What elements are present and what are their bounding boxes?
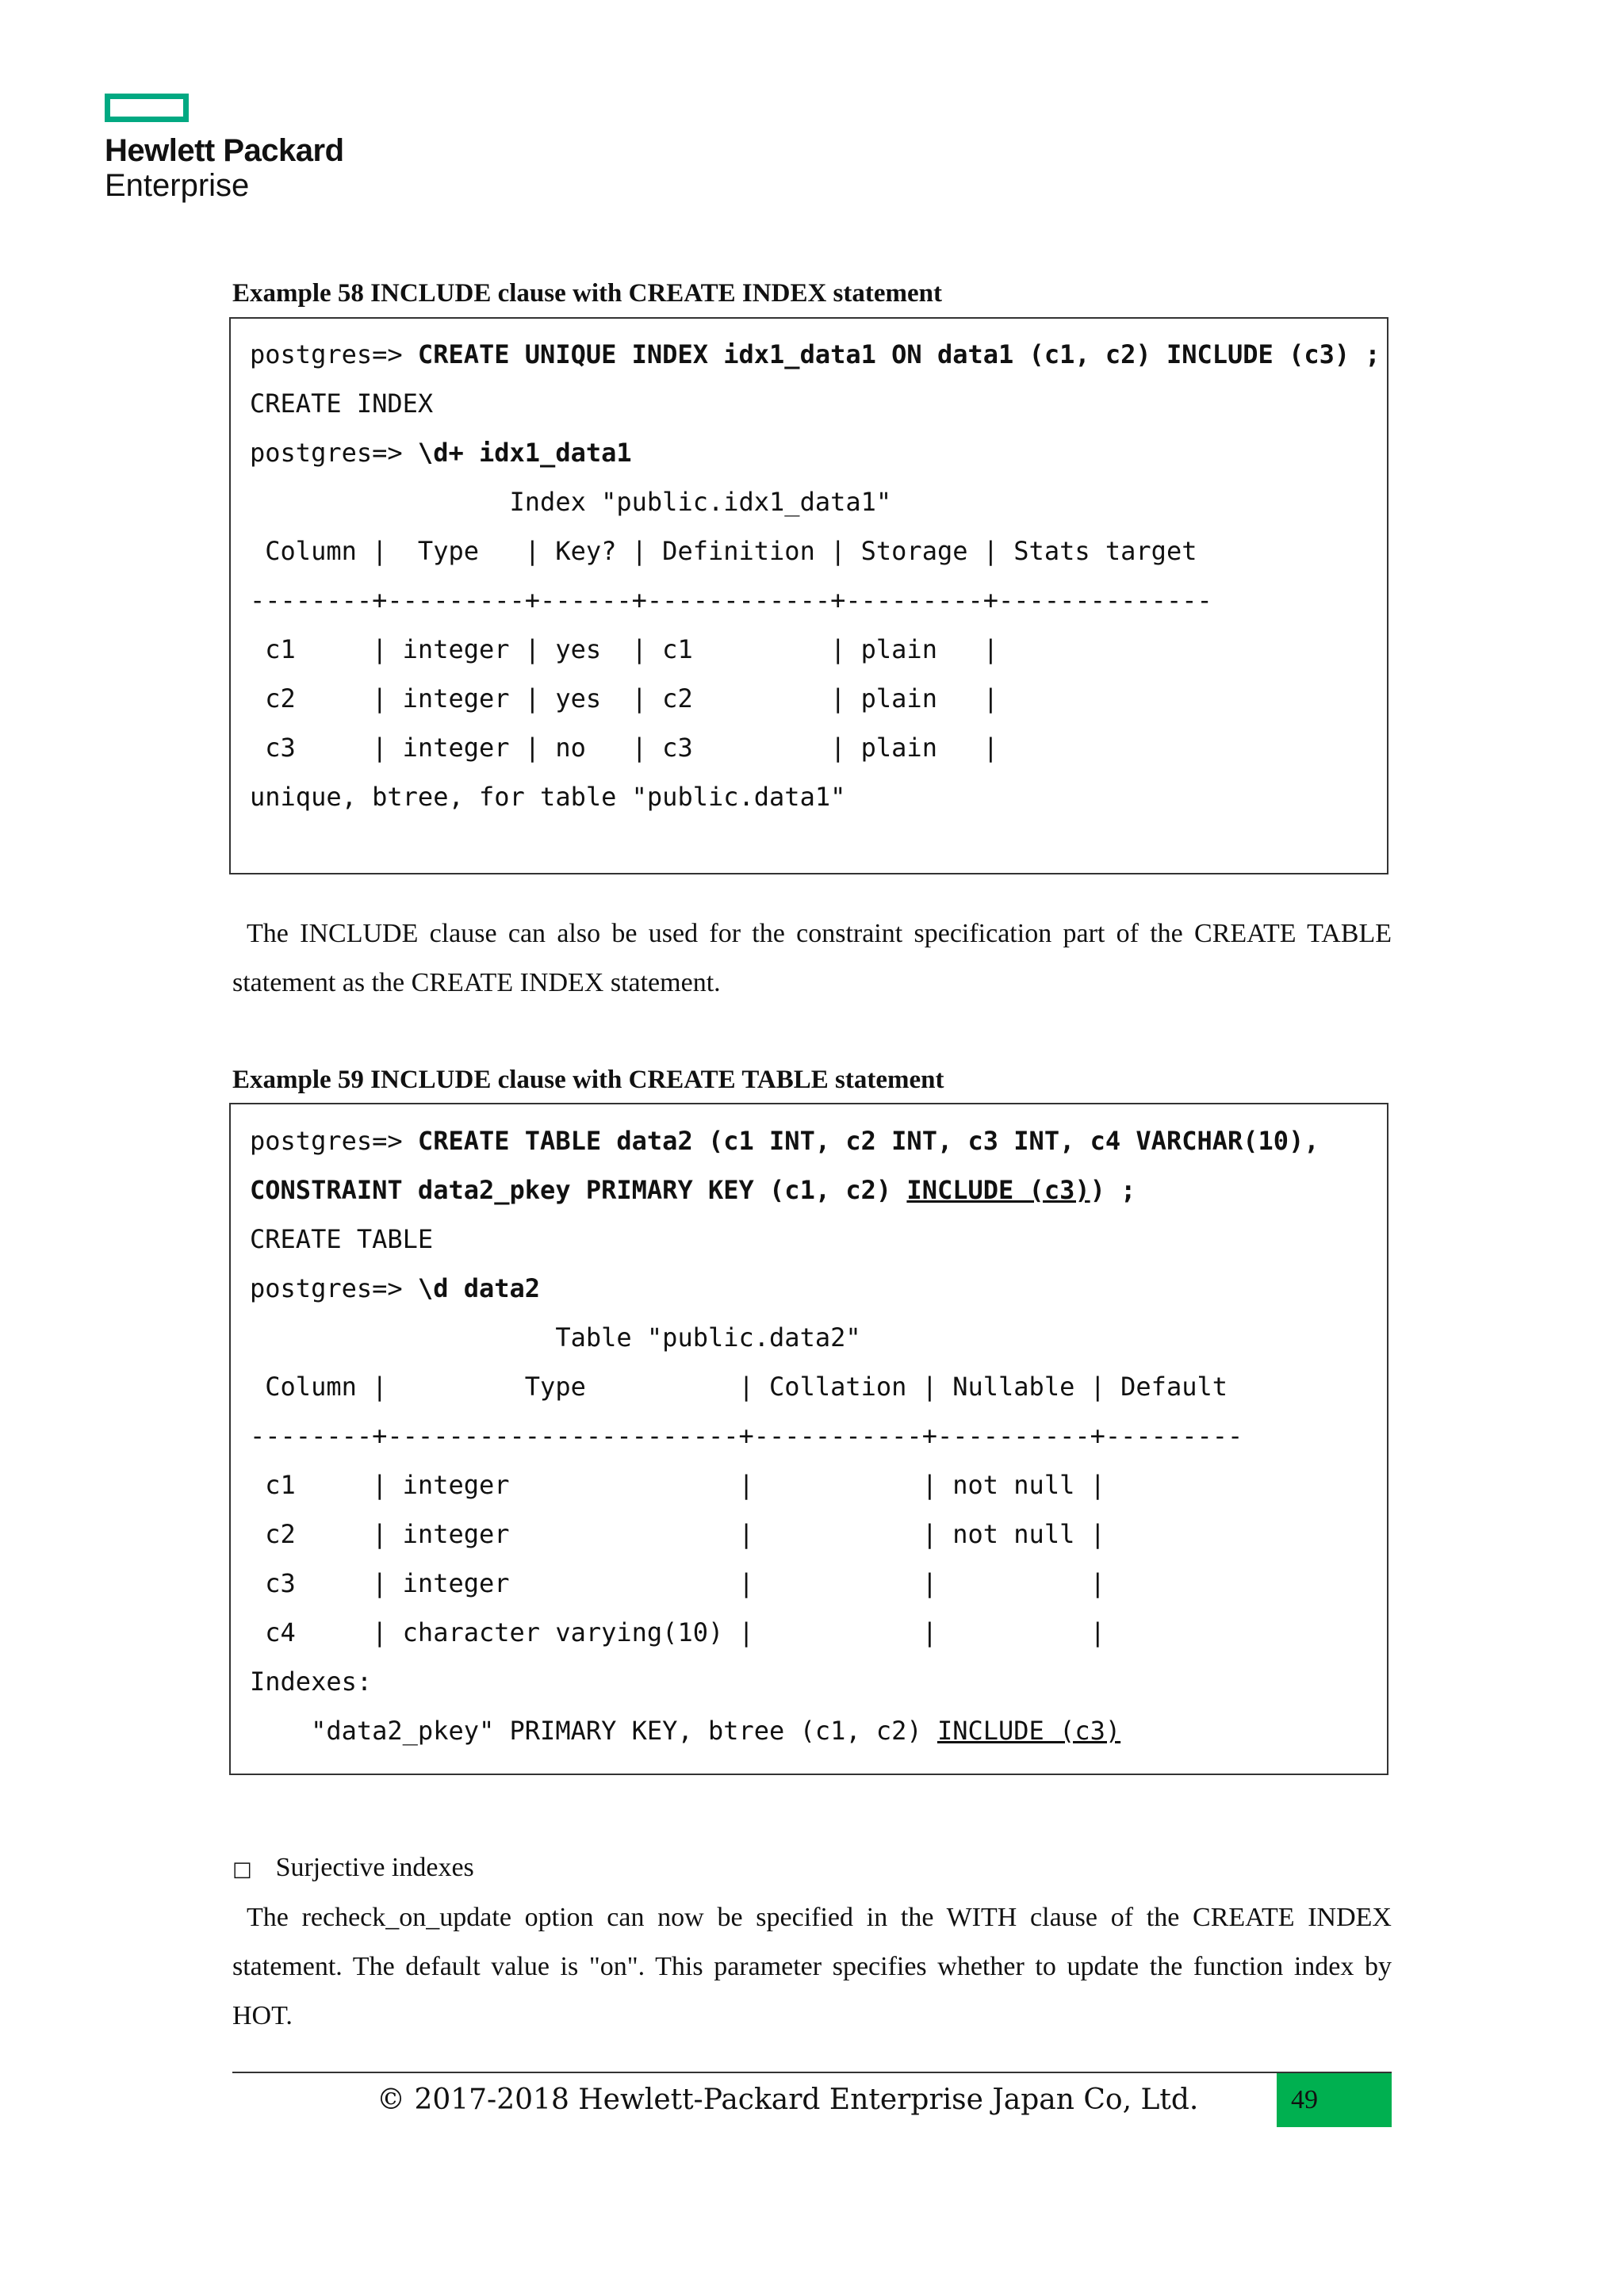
- example-59-code-box: [229, 1103, 1388, 1775]
- code-line: CONSTRAINT data2_pkey PRIMARY KEY (c1, c2) INCLUDE (c3)) ;: [250, 1175, 1136, 1205]
- code-line: c3 | integer | no | c3 | plain |: [250, 733, 999, 763]
- logo-line-2: Enterprise: [105, 168, 250, 203]
- code-line: Table "public.data2": [250, 1322, 861, 1353]
- code-line: c2 | integer | | not null |: [250, 1519, 1105, 1549]
- section-heading-text: Surjective indexes: [275, 1853, 474, 1882]
- example-58-caption: Example 58 INCLUDE clause with CREATE INDEX statement: [232, 279, 942, 308]
- page-number: 49: [1277, 2073, 1392, 2127]
- code-line: CREATE TABLE: [250, 1224, 434, 1254]
- code-line: Indexes:: [250, 1667, 373, 1697]
- example-58-code-box: [229, 317, 1388, 874]
- code-line: CREATE INDEX: [250, 388, 434, 419]
- section-heading: [232, 1853, 474, 1883]
- hpe-logo-bar-icon: [105, 94, 189, 122]
- code-line: postgres=> CREATE UNIQUE INDEX idx1_data1 ON data1 (c1, c2) INCLUDE (c3) ;: [250, 339, 1381, 369]
- code-line: postgres=> \d+ idx1_data1: [250, 438, 632, 468]
- code-line: --------+---------+------+------------+---------+--------------: [250, 585, 1212, 615]
- code-line: c1 | integer | | not null |: [250, 1470, 1105, 1500]
- paragraph-surjective-indexes: The recheck_on_update option can now be specified in the WITH clause of the CREATE INDEX statement. The default value is "on". This parameter specifies whether to update the function index by HOT.: [232, 1903, 1392, 2030]
- example-59-caption: Example 59 INCLUDE clause with CREATE TABLE statement: [232, 1066, 944, 1094]
- hpe-logo: [105, 94, 344, 203]
- code-line: postgres=> CREATE TABLE data2 (c1 INT, c2 INT, c3 INT, c4 VARCHAR(10),: [250, 1126, 1320, 1156]
- code-line: Column | Type | Key? | Definition | Storage | Stats target: [250, 536, 1197, 566]
- code-line: c2 | integer | yes | c2 | plain |: [250, 683, 999, 714]
- code-line: c4 | character varying(10) | | |: [250, 1617, 1105, 1647]
- code-line: --------+-----------------------+-----------+----------+---------: [250, 1421, 1243, 1451]
- code-line: "data2_pkey" PRIMARY KEY, btree (c1, c2) INCLUDE (c3): [250, 1716, 1121, 1746]
- code-line: c3 | integer | | |: [250, 1568, 1105, 1598]
- paragraph-include-clause: The INCLUDE clause can also be used for the constraint specification part of the CREATE TABLE statement as the CREATE INDEX statement.: [232, 919, 1392, 997]
- footer-copyright: © 2017-2018 Hewlett-Packard Enterprise Japan Co, Ltd.: [377, 2084, 1199, 2116]
- footer-rule: [232, 2072, 1392, 2073]
- code-line: unique, btree, for table "public.data1": [250, 782, 846, 812]
- code-line: postgres=> \d data2: [250, 1273, 541, 1303]
- checkbox-bullet-icon: □: [232, 1858, 252, 1881]
- code-line: c1 | integer | yes | c1 | plain |: [250, 634, 999, 664]
- logo-line-1: Hewlett Packard: [105, 133, 344, 168]
- code-line: Index "public.idx1_data1": [250, 487, 892, 517]
- code-line: Column | Type | Collation | Nullable | Default: [250, 1372, 1228, 1402]
